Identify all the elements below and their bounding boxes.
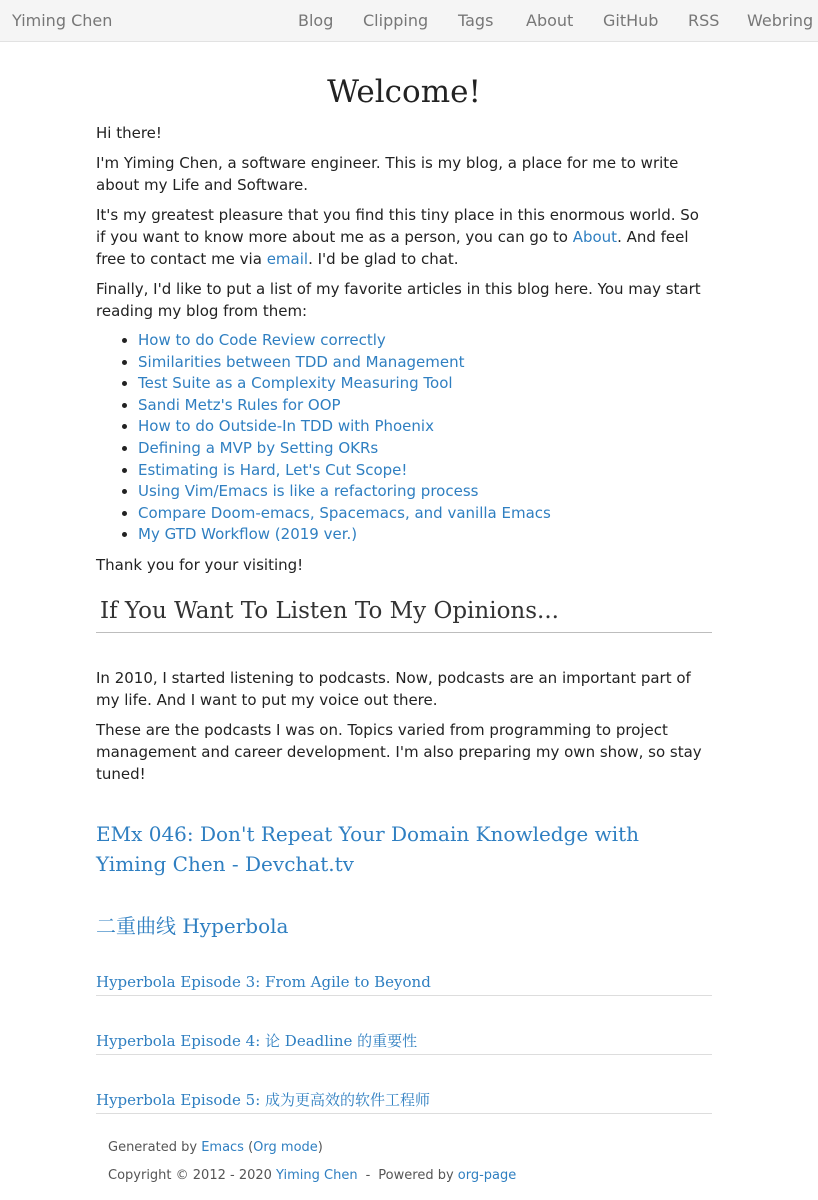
list-item [138, 460, 712, 482]
nav-tags[interactable]: Tags [458, 11, 494, 30]
favorite-article-link[interactable]: Using Vim/Emacs is like a refactoring process [138, 482, 479, 501]
greeting: Hi there! [96, 124, 162, 142]
list-item [138, 352, 712, 374]
top-navbar [0, 0, 818, 42]
close-paren: ) [317, 1140, 323, 1155]
section-divider [96, 632, 712, 633]
nav-webring[interactable]: Webring [747, 11, 814, 30]
favorite-articles-list [96, 330, 712, 546]
favorite-article-link[interactable]: Defining a MVP by Setting OKRs [138, 438, 379, 457]
thanks-text: Thank you for your visiting! [96, 555, 304, 574]
list-item [138, 503, 712, 525]
favorite-article-link[interactable]: My GTD Workflow (2019 ver.) [138, 525, 358, 544]
favorite-article-link[interactable]: Sandi Metz's Rules for OOP [138, 395, 341, 414]
open-paren: ( [243, 1140, 254, 1155]
site-title-link[interactable]: Yiming Chen [12, 11, 113, 30]
list-item [138, 438, 712, 460]
nav-rss[interactable]: RSS [688, 11, 720, 30]
main-content [96, 60, 712, 1148]
favorite-article-link[interactable]: Compare Doom-emacs, Spacemacs, and vanilla Emacs [138, 503, 551, 522]
org-mode-link[interactable]: Org mode [253, 1140, 318, 1155]
list-item [138, 416, 712, 438]
favorites-intro: Finally, I'd like to put a list of my favorite articles in this blog here. You may start reading my blog from them: [96, 280, 701, 320]
contact-text-post: . I'd be glad to chat. [308, 250, 459, 268]
hyperbola-episode-link[interactable]: Hyperbola Episode 4: 论 Deadline 的重要性 [96, 1030, 712, 1055]
page-footer [108, 1134, 516, 1190]
hyperbola-episode-link[interactable]: Hyperbola Episode 5: 成为更高效的软件工程师 [96, 1089, 712, 1114]
footer-copyright-line [108, 1162, 516, 1190]
footer-separator: - [365, 1168, 371, 1183]
about-link[interactable]: About [572, 228, 618, 246]
list-item [138, 524, 712, 546]
hyperbola-podcast-link[interactable]: 二重曲线 Hyperbola [96, 913, 289, 938]
generated-by-text: Generated by [108, 1140, 202, 1155]
favorite-article-link[interactable]: Test Suite as a Complexity Measuring Tool [138, 374, 453, 393]
list-item [138, 373, 712, 395]
hyperbola-episode-link[interactable]: Hyperbola Episode 3: From Agile to Beyond [96, 971, 712, 996]
powered-by-text: Powered by [378, 1168, 458, 1183]
favorite-article-link[interactable]: How to do Outside-In TDD with Phoenix [138, 417, 434, 436]
favorite-article-link[interactable]: How to do Code Review correctly [138, 331, 386, 349]
nav-clipping[interactable]: Clipping [363, 11, 429, 30]
podcast-intro-2: These are the podcasts I was on. Topics varied from programming to project management and career development. I'm also preparing my own show, so stay tuned! [96, 720, 702, 783]
nav-about[interactable]: About [526, 11, 574, 30]
copyright-text: Copyright © 2012 - 2020 [108, 1168, 277, 1183]
list-item [138, 481, 712, 503]
footer-generated-line [108, 1134, 516, 1162]
page-title: Welcome! [327, 74, 481, 110]
favorite-article-link[interactable]: Similarities between TDD and Management [138, 352, 465, 371]
nav-github[interactable]: GitHub [603, 11, 659, 30]
opinions-heading: If You Want To Listen To My Opinions... [100, 597, 559, 624]
list-item [138, 330, 712, 352]
contact-text-mid: . And feel free to contact me via [96, 228, 689, 268]
org-page-link[interactable]: org-page [457, 1168, 517, 1183]
emacs-link[interactable]: Emacs [201, 1140, 244, 1155]
list-item [138, 395, 712, 417]
contact-paragraph [96, 204, 712, 270]
intro-paragraph: I'm Yiming Chen, a software engineer. This is my blog, a place for me to write about my Life and Software. [96, 154, 679, 194]
favorite-article-link[interactable]: Estimating is Hard, Let's Cut Scope! [138, 460, 408, 479]
author-link[interactable]: Yiming Chen [276, 1168, 358, 1183]
email-link[interactable]: email [266, 250, 309, 268]
devchat-episode-link[interactable]: EMx 046: Don't Repeat Your Domain Knowledge with Yiming Chen - Devchat.tv [96, 821, 640, 876]
podcast-intro-1: In 2010, I started listening to podcasts. Now, podcasts are an important part of my life. And I want to put my voice out there. [96, 668, 691, 709]
contact-text-pre: It's my greatest pleasure that you find this tiny place in this enormous world. So if you want to know more about me as a person, you can go to [96, 206, 699, 246]
nav-blog[interactable]: Blog [298, 11, 334, 30]
